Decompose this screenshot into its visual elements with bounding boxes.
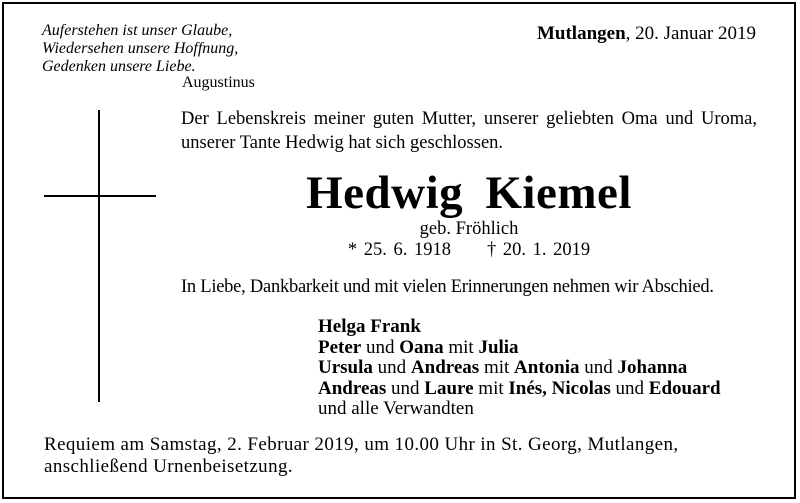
farewell-text: In Liebe, Dankbarkeit und mit vielen Erinnerungen nehmen wir Abschied. <box>181 277 714 297</box>
quote-line: Auferstehen ist unser Glaube, <box>42 22 233 39</box>
born-name: geb. Fröhlich <box>419 219 519 239</box>
birth-date: * 25. 6. 1918 <box>347 240 451 260</box>
family-member: Johanna <box>617 357 688 378</box>
cross-icon-horizontal <box>44 195 156 197</box>
connector: mit <box>443 336 479 358</box>
family-member: Antonia <box>514 357 580 378</box>
death-date: † 20. 1. 2019 <box>487 240 591 260</box>
family-list <box>318 317 721 420</box>
family-member: Julia <box>478 336 519 358</box>
family-member: Oana <box>399 336 444 358</box>
life-dates <box>181 240 757 261</box>
family-member: Helga Frank <box>318 316 421 337</box>
family-member: Laure <box>424 377 474 399</box>
family-line <box>318 379 721 400</box>
connector: und <box>610 377 649 399</box>
family-member: Andreas <box>410 357 480 378</box>
dateline <box>537 23 756 45</box>
family-note: und alle Verwandten <box>318 398 474 419</box>
family-member: Peter <box>318 336 362 358</box>
dateline-place: Mutlangen <box>536 23 626 44</box>
family-line <box>318 338 721 359</box>
family-member: Inés, Nicolas <box>508 377 611 399</box>
cross-icon-vertical <box>98 110 100 402</box>
quote <box>42 22 238 76</box>
connector: mit <box>473 377 509 399</box>
connector: und <box>372 357 411 378</box>
family-line <box>318 399 721 420</box>
family-member: Andreas <box>318 377 387 399</box>
quote-author: Augustinus <box>182 74 255 91</box>
deceased-name: Hedwig Kiemel <box>306 167 632 219</box>
quote-line: Gedenken unsere Liebe. <box>42 58 196 75</box>
connector: und <box>386 377 425 399</box>
family-line <box>318 358 721 379</box>
family-line <box>318 317 721 338</box>
connector: und <box>361 336 400 358</box>
quote-line: Wiedersehen unsere Hoffnung, <box>42 40 239 57</box>
family-member: Ursula <box>318 357 373 378</box>
family-member: Edouard <box>648 377 721 399</box>
dateline-date: , 20. Januar 2019 <box>625 23 756 44</box>
connector: mit <box>479 357 515 378</box>
connector: und <box>579 357 618 378</box>
requiem-text: Requiem am Samstag, 2. Februar 2019, um 10.00 Uhr in St. Georg, Mutlangen, anschließend Urnenbeisetzung. <box>44 434 679 477</box>
intro-text: Der Lebenskreis meiner guten Mutter, unserer geliebten Oma und Uroma, unserer Tante Hedwig hat sich geschlossen. <box>181 109 757 153</box>
